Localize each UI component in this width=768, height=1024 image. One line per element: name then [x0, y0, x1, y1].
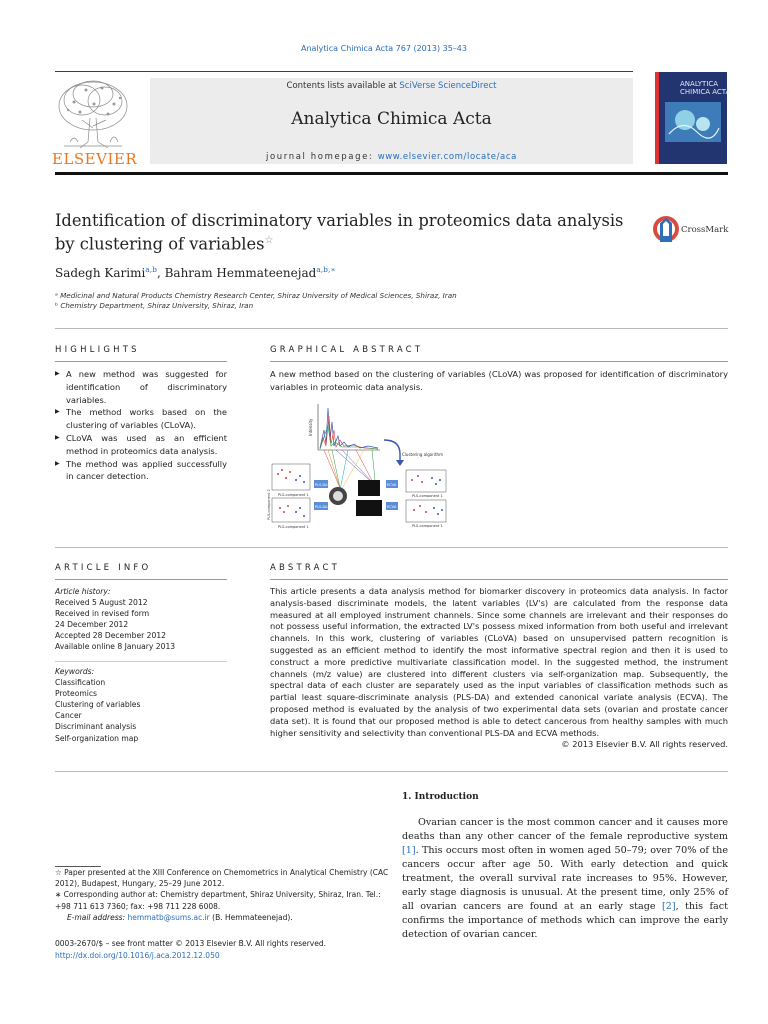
highlight-item: ▶ The method was applied successfully in cancer detection.	[55, 458, 227, 484]
journal-homepage	[150, 152, 633, 162]
journal-reference[interactable]: Analytica Chimica Acta 767 (2013) 35–43	[301, 44, 467, 53]
intro-part2: . This occurs most often in women aged 50–79; over 70% of the cancers occur after age 50. With early detection and quick treatment, the overall survival rate increases to 95%. However, early stage diagnosis is unusual. At the present time, only 25% of all ovarian cancers are found at an early stage	[402, 845, 728, 912]
citation-link[interactable]: [2]	[661, 901, 676, 912]
affiliation-a: ᵃ Medicinal and Natural Products Chemistry Research Center, Shiraz University of Medical Sciences, Shiraz, Iran	[55, 291, 457, 300]
abstract-copyright: © 2013 Elsevier B.V. All rights reserved.	[561, 739, 728, 750]
bottom-info	[55, 938, 326, 961]
crossmark-badge[interactable]	[652, 214, 680, 248]
affiliation-b: ᵇ Chemistry Department, Shiraz University, Shiraz, Iran	[55, 301, 254, 310]
issn-line: 0003-2670/$ – see front matter © 2013 Elsevier B.V. All rights reserved.	[55, 939, 327, 948]
keywords	[55, 666, 227, 744]
history-item: 24 December 2012	[55, 620, 129, 630]
keyword-item: Classification	[55, 678, 106, 688]
crossmark-label[interactable]: CrossMark	[681, 225, 729, 235]
journal-title: Analytica Chimica Acta	[291, 109, 492, 129]
citation-link[interactable]: [1]	[402, 845, 416, 856]
intro-part3: , this fact confirms the importance of methods which can improve the early detection of ovarian cancer.	[402, 901, 728, 940]
figure-clustering-label: Clustering algorithm	[402, 452, 443, 457]
highlight-item: ▶ A new method was suggested for identification of discriminatory variables.	[55, 368, 227, 406]
keywords-rule	[55, 661, 227, 662]
title-line1: Identification of discriminatory variables in proteomics data analysis	[55, 211, 624, 230]
author-list	[55, 265, 335, 280]
elsevier-logo	[52, 76, 138, 168]
figure-box-label: PLS-DA	[315, 505, 328, 509]
abstract-body	[270, 586, 728, 751]
footnotes	[55, 867, 390, 923]
author-karimi: Sadegh Karimi	[55, 266, 146, 280]
highlight-item: ▶ CLoVA was used as an efficient method in proteomics data analysis.	[55, 432, 227, 458]
cover-title-line2: CHIMICA ACTA	[680, 88, 731, 96]
highlight-item: ▶ The method works based on the clustering of variables (CLoVA).	[55, 406, 227, 432]
keyword-item: Discriminant analysis	[55, 722, 137, 732]
title-line2: by clustering of variables	[55, 234, 265, 254]
article-history	[55, 586, 227, 653]
history-item: Available online 8 January 2013	[55, 642, 176, 652]
cover-title	[680, 80, 730, 96]
figure-pls1-label-right-bottom: PLS-component 1	[412, 524, 443, 528]
figure-y-axis-label: Intensity	[308, 418, 313, 436]
crossmark-icon	[652, 214, 680, 244]
author-separator: ,	[156, 266, 165, 280]
keyword-item: Clustering of variables	[55, 700, 141, 710]
elsevier-wordmark: ELSEVIER	[52, 150, 138, 168]
figure-box-label: ECVA	[387, 483, 397, 487]
graphical-abstract-heading: GRAPHICAL ABSTRACT	[270, 345, 424, 355]
history-item: Accepted 28 December 2012	[55, 631, 166, 641]
abstract-text: This article presents a data analysis method for biomarker discovery in proteomics data analysis. In factor analysis-based discriminate models, the latent variables (LV's) are calculated from the response data measured at all employed instrument channels. Since some channels are irrelevant and their responses do not possess useful information, the extracted LV's possess mixed information from both useful and irrelevant channels. In this work, clustering of variables (CLoVA) based on unsupervised pattern recognition is suggested as an efficient method to identify the most informative spectral region and then it is used to construct a more predictive multivariate classification model. In the suggested method, the instrument channels (m/z value) are clustered into different clusters via self-organization map. Subsequently, the spectral data of each cluster are separately used as the input variables of classification methods such as partial least square-discriminate analysis (PLS-DA) and extended canonical variate analysis (ECVA). The proposed method is evaluated by the analysis of two experimental data sets (ovarian and prostate cancer data set). It is found that our proposed method is able to detect cancerous from healthy samples with much higher sensitivity and selectivity than conventional PLS-DA and ECVA methods.	[270, 586, 728, 738]
figure-box-label: PLS-DA	[315, 483, 328, 487]
elsevier-tree-icon	[52, 76, 134, 152]
graphical-abstract-text: A new method based on the clustering of variables (CLoVA) was proposed for identification of discriminatory variables in proteomic data analysis.	[270, 369, 728, 392]
author-karimi-affil[interactable]: a,b	[145, 265, 157, 274]
intro-part1: Ovarian cancer is the most common cancer and it causes more deaths than any other cancer of the female reproductive system	[402, 817, 728, 842]
figure-pls1-label-right: PLS-component 1	[412, 494, 443, 498]
affiliations	[55, 291, 457, 311]
footnote-corresponding: ∗ Corresponding author at: Chemistry department, Shiraz University, Shiraz, Iran. Tel.: +98 711 613 7360; fax: +98 711 228 6008.	[55, 890, 381, 911]
abstract-rule	[270, 579, 728, 580]
keywords-label: Keywords:	[55, 667, 95, 676]
graphical-abstract-diagram	[268, 400, 452, 532]
figure-box-label: ECVA	[387, 505, 397, 509]
keyword-item: Proteomics	[55, 689, 97, 699]
article-info-rule	[55, 579, 227, 580]
article-info-heading: ARTICLE INFO	[55, 563, 152, 573]
figure-pls2-label: PLS-component 2	[267, 489, 271, 520]
highlights-heading: HIGHLIGHTS	[55, 345, 140, 355]
introduction-heading: 1. Introduction	[402, 792, 479, 802]
highlights-rule	[55, 361, 227, 362]
header-top-rule	[55, 71, 633, 72]
footnote-paper: ☆ Paper presented at the XIII Conference on Chemometrics in Analytical Chemistry (CAC 2012), Budapest, Hungary, 25–29 June 2012.	[55, 868, 389, 889]
email-link[interactable]: hemmatb@sums.ac.ir	[127, 912, 210, 922]
graphical-abstract-rule	[270, 361, 728, 362]
article-history-label: Article history:	[55, 587, 111, 596]
history-item: Received 5 August 2012	[55, 598, 148, 608]
contents-line	[150, 81, 633, 91]
graphical-abstract-figure[interactable]	[268, 400, 452, 532]
homepage-prefix: journal homepage:	[266, 152, 378, 162]
cover-title-line1: ANALYTICA	[680, 80, 719, 88]
contents-prefix: Contents lists available at	[286, 81, 400, 91]
figure-pls1-label-left: PLS-component 1	[278, 493, 309, 497]
section-divider	[55, 547, 728, 548]
author-hemmateenejad: Bahram Hemmateenejad	[164, 266, 317, 280]
header-bottom-rule	[55, 172, 728, 175]
title-footnote-mark[interactable]: ☆	[264, 235, 274, 246]
affiliation-divider	[55, 328, 728, 329]
sciencedirect-link[interactable]: SciVerse ScienceDirect	[399, 81, 497, 91]
homepage-link[interactable]: www.elsevier.com/locate/aca	[377, 152, 517, 162]
abstract-divider	[55, 771, 728, 772]
history-item: Received in revised form	[55, 609, 150, 619]
article-title	[55, 211, 645, 254]
email-label: E-mail address:	[67, 912, 128, 922]
email-suffix: (B. Hemmateenejad).	[209, 912, 293, 922]
keyword-item: Self-organization map	[55, 733, 139, 743]
highlights-list	[55, 368, 227, 483]
introduction-text	[402, 816, 728, 942]
doi-link[interactable]: http://dx.doi.org/10.1016/j.aca.2012.12.050	[55, 950, 220, 960]
figure-pls1-label-left-bottom: PLS-component 1	[278, 525, 309, 529]
author-hemmateenejad-affil[interactable]: a,b,∗	[316, 265, 336, 274]
abstract-heading: ABSTRACT	[270, 563, 341, 573]
keyword-item: Cancer	[55, 711, 82, 721]
